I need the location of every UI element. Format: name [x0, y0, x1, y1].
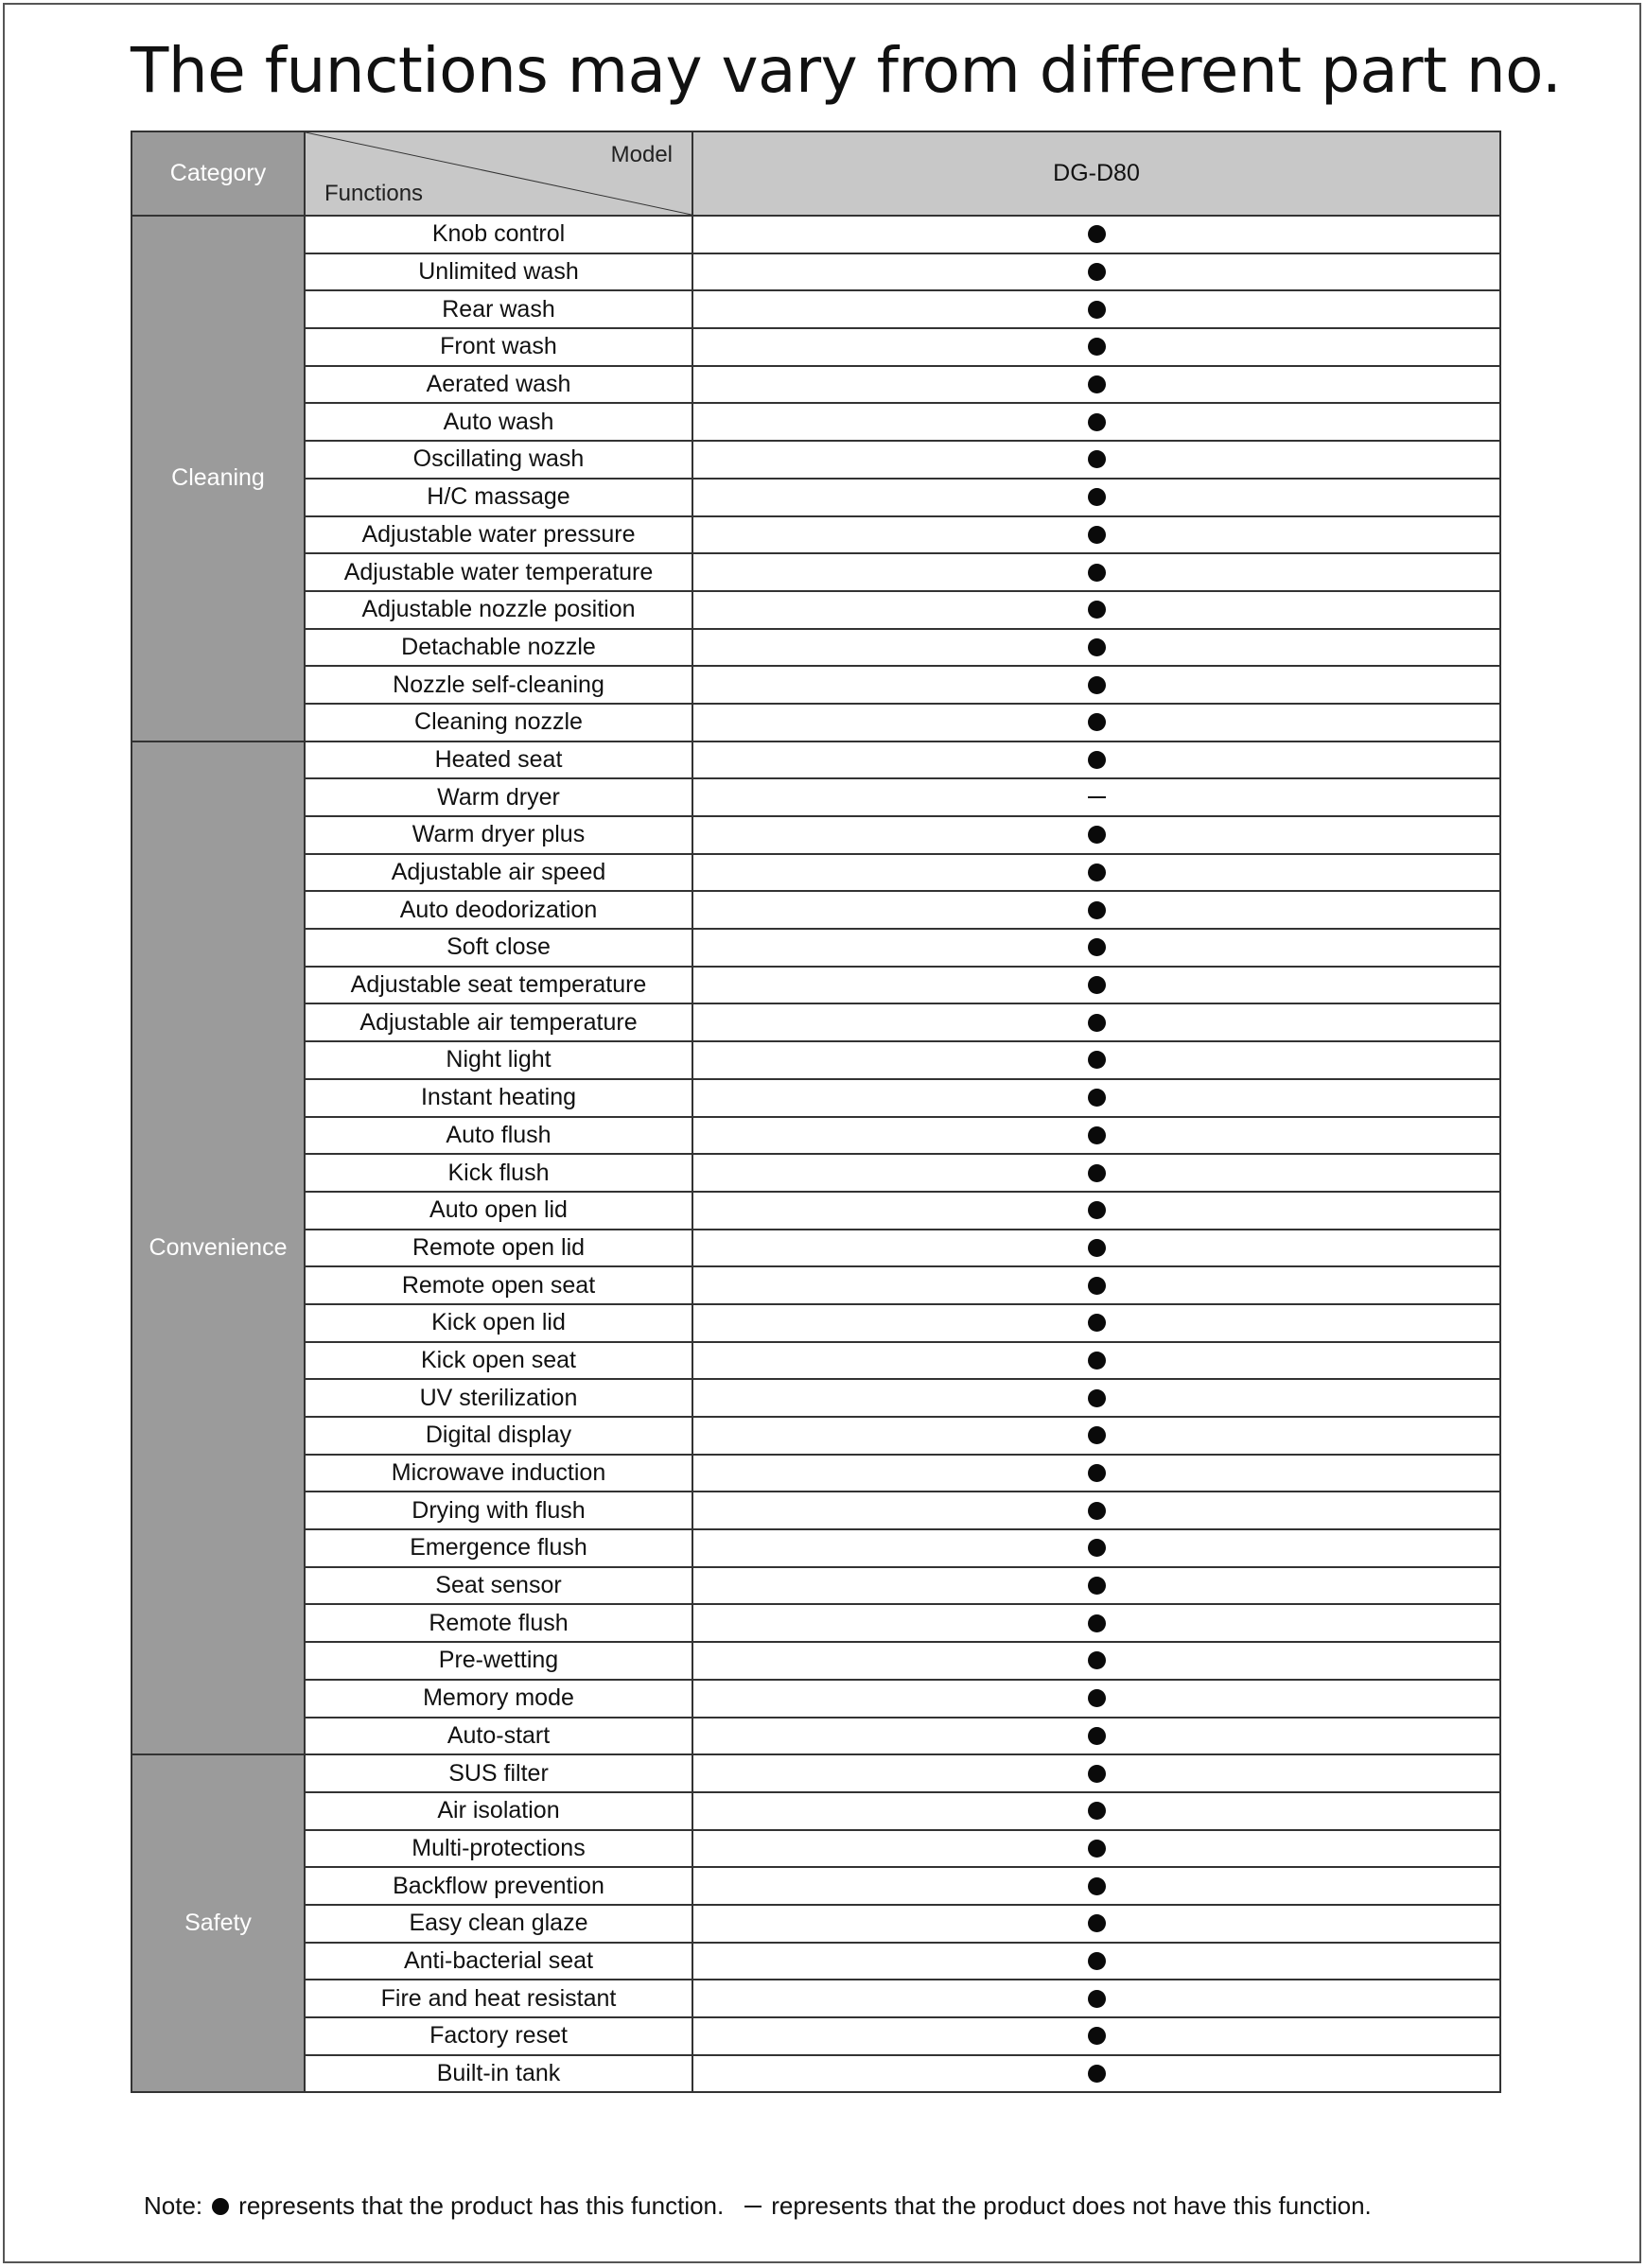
availability-cell: [692, 2017, 1500, 2055]
availability-cell: [692, 1154, 1500, 1192]
has-function-dot-icon: [1088, 1426, 1106, 1444]
function-cell: Adjustable air speed: [305, 854, 692, 892]
has-function-dot-icon: [1088, 1840, 1106, 1858]
availability-cell: [692, 290, 1500, 328]
function-cell: Digital display: [305, 1417, 692, 1455]
function-cell: Kick open lid: [305, 1304, 692, 1342]
function-cell: Night light: [305, 1041, 692, 1079]
availability-cell: [692, 216, 1500, 253]
function-cell: Instant heating: [305, 1079, 692, 1117]
availability-cell: [692, 1680, 1500, 1718]
availability-cell: [692, 253, 1500, 291]
availability-cell: [692, 328, 1500, 366]
table-row: [131, 1079, 1500, 1117]
table-row: [131, 403, 1500, 441]
has-function-dot-icon: [1088, 526, 1106, 544]
function-cell: Detachable nozzle: [305, 629, 692, 667]
table-row: [131, 816, 1500, 854]
function-cell: Backflow prevention: [305, 1867, 692, 1905]
table-row: [131, 1230, 1500, 1267]
function-cell: Memory mode: [305, 1680, 692, 1718]
category-cell: Cleaning: [131, 216, 305, 741]
availability-cell: [692, 1792, 1500, 1830]
has-function-dot-icon: [1088, 1651, 1106, 1669]
function-cell: Adjustable water pressure: [305, 516, 692, 554]
function-cell: Warm dryer plus: [305, 816, 692, 854]
has-function-dot-icon: [1088, 413, 1106, 431]
has-function-dot-icon: [1088, 1877, 1106, 1895]
availability-cell: [692, 1117, 1500, 1155]
function-cell: Adjustable air temperature: [305, 1003, 692, 1041]
function-cell: SUS filter: [305, 1754, 692, 1792]
table-row: [131, 1718, 1500, 1755]
availability-cell: [692, 1192, 1500, 1230]
function-cell: Kick flush: [305, 1154, 692, 1192]
function-cell: Air isolation: [305, 1792, 692, 1830]
function-cell: Kick open seat: [305, 1342, 692, 1380]
availability-cell: [692, 929, 1500, 967]
availability-cell: [692, 1417, 1500, 1455]
function-cell: Warm dryer: [305, 778, 692, 816]
function-cell: Adjustable seat temperature: [305, 967, 692, 1004]
page-title: The functions may vary from different part no.: [131, 34, 1562, 107]
has-function-dot-icon: [1088, 1502, 1106, 1520]
table-row: [131, 1342, 1500, 1380]
table-row: [131, 366, 1500, 404]
table-row: [131, 216, 1500, 253]
availability-cell: [692, 1230, 1500, 1267]
function-cell: Soft close: [305, 929, 692, 967]
function-cell: Emergence flush: [305, 1529, 692, 1567]
table-row: [131, 1266, 1500, 1304]
table-row: [131, 1905, 1500, 1943]
has-function-dot-icon: [1088, 713, 1106, 731]
availability-cell: [692, 967, 1500, 1004]
has-function-dot-icon: [1088, 1051, 1106, 1069]
model-name-header: DG-D80: [692, 131, 1500, 216]
table-row: [131, 553, 1500, 591]
availability-cell: [692, 1905, 1500, 1943]
function-cell: Auto deodorization: [305, 891, 692, 929]
no-function-dash-icon: [1088, 796, 1106, 798]
table-row: [131, 778, 1500, 816]
table-body: [131, 216, 1500, 2092]
availability-cell: [692, 1642, 1500, 1680]
availability-cell: [692, 741, 1500, 779]
table-row: [131, 929, 1500, 967]
has-function-dot-icon: [1088, 1314, 1106, 1332]
function-cell: Adjustable water temperature: [305, 553, 692, 591]
table-row: [131, 891, 1500, 929]
has-function-dot-icon: [1088, 338, 1106, 356]
availability-cell: [692, 1754, 1500, 1792]
has-function-dot-icon: [1088, 1201, 1106, 1219]
availability-cell: [692, 629, 1500, 667]
has-function-dot-icon: [1088, 1765, 1106, 1783]
availability-cell: [692, 1455, 1500, 1492]
availability-cell: [692, 1304, 1500, 1342]
table-row: [131, 1867, 1500, 1905]
no-function-dash-icon: [744, 2206, 762, 2207]
has-function-dot-icon: [1088, 1990, 1106, 2008]
has-function-dot-icon: [1088, 488, 1106, 506]
function-cell: Multi-protections: [305, 1830, 692, 1868]
table-row: [131, 1117, 1500, 1155]
availability-cell: [692, 1604, 1500, 1642]
table-row: [131, 1980, 1500, 2017]
table-row: [131, 253, 1500, 291]
availability-cell: [692, 1003, 1500, 1041]
has-function-dot-icon: [1088, 1614, 1106, 1632]
table-row: [131, 1455, 1500, 1492]
table-row: [131, 704, 1500, 741]
has-function-dot-icon: [1088, 263, 1106, 281]
availability-cell: [692, 1567, 1500, 1605]
table-row: [131, 2055, 1500, 2093]
table-row: [131, 1529, 1500, 1567]
availability-cell: [692, 704, 1500, 741]
function-cell: Adjustable nozzle position: [305, 591, 692, 629]
model-functions-header: [305, 131, 692, 216]
has-function-dot-icon: [1088, 901, 1106, 919]
has-function-dot-icon: [1088, 564, 1106, 582]
function-cell: Rear wash: [305, 290, 692, 328]
table-row: [131, 1304, 1500, 1342]
has-function-dot-icon: [1088, 1089, 1106, 1107]
table-row: [131, 1792, 1500, 1830]
function-cell: Microwave induction: [305, 1455, 692, 1492]
table-row: [131, 1003, 1500, 1041]
availability-cell: [692, 1980, 1500, 2017]
note-none-text: represents that the product does not have this function.: [771, 2191, 1372, 2220]
has-function-dot-icon: [1088, 1389, 1106, 1407]
table-row: [131, 1192, 1500, 1230]
function-cell: Factory reset: [305, 2017, 692, 2055]
table-row: [131, 2017, 1500, 2055]
has-function-dot-icon: [1088, 638, 1106, 656]
category-cell: Convenience: [131, 741, 305, 1755]
table-row: [131, 1417, 1500, 1455]
has-function-dot-icon: [1088, 1239, 1106, 1257]
table-row: [131, 479, 1500, 516]
has-function-dot-icon: [1088, 601, 1106, 619]
has-function-dot-icon: [1088, 976, 1106, 994]
category-cell: Safety: [131, 1754, 305, 2092]
has-function-dot-icon: [1088, 225, 1106, 243]
has-function-dot-icon: [1088, 1352, 1106, 1370]
has-function-dot-icon: [1088, 450, 1106, 468]
legend-note: [144, 2191, 1372, 2221]
has-function-dot-icon: [1088, 676, 1106, 694]
function-cell: Heated seat: [305, 741, 692, 779]
availability-cell: [692, 891, 1500, 929]
function-cell: Fire and heat resistant: [305, 1980, 692, 2017]
availability-cell: [692, 666, 1500, 704]
function-cell: Cleaning nozzle: [305, 704, 692, 741]
function-cell: Remote open lid: [305, 1230, 692, 1267]
function-cell: Drying with flush: [305, 1492, 692, 1529]
function-cell: Front wash: [305, 328, 692, 366]
note-has-text: represents that the product has this function.: [238, 2191, 725, 2220]
function-cell: Built-in tank: [305, 2055, 692, 2093]
table-row: [131, 328, 1500, 366]
table-row: [131, 1754, 1500, 1792]
table-row: [131, 1154, 1500, 1192]
availability-cell: [692, 1379, 1500, 1417]
table-row: [131, 967, 1500, 1004]
availability-cell: [692, 1529, 1500, 1567]
table-row: [131, 1642, 1500, 1680]
has-function-dot-icon: [1088, 1277, 1106, 1295]
table-row: [131, 741, 1500, 779]
has-function-dot-icon: [1088, 751, 1106, 769]
has-function-dot-icon: [1088, 1802, 1106, 1820]
has-function-dot-icon: [1088, 1952, 1106, 1970]
function-cell: H/C massage: [305, 479, 692, 516]
table-row: [131, 1567, 1500, 1605]
has-function-dot-icon: [1088, 1577, 1106, 1595]
availability-cell: [692, 553, 1500, 591]
has-function-dot-icon: [1088, 864, 1106, 881]
has-function-dot-icon: [1088, 826, 1106, 844]
availability-cell: [692, 516, 1500, 554]
availability-cell: [692, 441, 1500, 479]
function-cell: Remote open seat: [305, 1266, 692, 1304]
availability-cell: [692, 1943, 1500, 1980]
availability-cell: [692, 1041, 1500, 1079]
table-row: [131, 1041, 1500, 1079]
has-function-dot-icon: [1088, 1914, 1106, 1932]
availability-cell: [692, 1079, 1500, 1117]
functions-label: Functions: [324, 181, 424, 206]
function-cell: Unlimited wash: [305, 253, 692, 291]
function-cell: Auto flush: [305, 1117, 692, 1155]
has-function-dot-icon: [1088, 1727, 1106, 1745]
has-function-dot-icon: [1088, 301, 1106, 319]
table-header-row: [131, 131, 1500, 216]
has-function-dot-icon: [1088, 1126, 1106, 1144]
availability-cell: [692, 591, 1500, 629]
table-row: [131, 1943, 1500, 1980]
table-row: [131, 1604, 1500, 1642]
availability-cell: [692, 1492, 1500, 1529]
has-function-dot-icon: [1088, 938, 1106, 956]
function-cell: Aerated wash: [305, 366, 692, 404]
function-cell: Anti-bacterial seat: [305, 1943, 692, 1980]
function-cell: Auto-start: [305, 1718, 692, 1755]
function-table: [131, 131, 1501, 2093]
function-cell: Remote flush: [305, 1604, 692, 1642]
has-function-dot-icon: [1088, 1164, 1106, 1182]
has-function-dot-icon: [1088, 375, 1106, 393]
table-row: [131, 516, 1500, 554]
has-function-dot-icon: [1088, 1689, 1106, 1707]
table-row: [131, 1492, 1500, 1529]
has-function-dot-icon: [1088, 1014, 1106, 1032]
has-function-dot-icon: [1088, 2065, 1106, 2083]
model-label: Model: [610, 142, 673, 167]
table-row: [131, 1379, 1500, 1417]
availability-cell: [692, 479, 1500, 516]
function-cell: Pre-wetting: [305, 1642, 692, 1680]
availability-cell: [692, 2055, 1500, 2093]
table-row: [131, 854, 1500, 892]
function-cell: Seat sensor: [305, 1567, 692, 1605]
availability-cell: [692, 403, 1500, 441]
availability-cell: [692, 1266, 1500, 1304]
function-cell: Knob control: [305, 216, 692, 253]
availability-cell: [692, 1718, 1500, 1755]
note-prefix: Note:: [144, 2191, 203, 2220]
function-cell: Oscillating wash: [305, 441, 692, 479]
has-function-dot-icon: [212, 2198, 229, 2215]
function-cell: Auto open lid: [305, 1192, 692, 1230]
function-cell: Auto wash: [305, 403, 692, 441]
function-cell: Nozzle self-cleaning: [305, 666, 692, 704]
table-row: [131, 1680, 1500, 1718]
function-cell: Easy clean glaze: [305, 1905, 692, 1943]
table-row: [131, 290, 1500, 328]
availability-cell: [692, 1342, 1500, 1380]
availability-cell: [692, 1830, 1500, 1868]
has-function-dot-icon: [1088, 1464, 1106, 1482]
availability-cell: [692, 854, 1500, 892]
function-cell: UV sterilization: [305, 1379, 692, 1417]
availability-cell: [692, 778, 1500, 816]
availability-cell: [692, 366, 1500, 404]
table-row: [131, 629, 1500, 667]
has-function-dot-icon: [1088, 1539, 1106, 1557]
table-row: [131, 441, 1500, 479]
table-row: [131, 591, 1500, 629]
table-row: [131, 666, 1500, 704]
availability-cell: [692, 1867, 1500, 1905]
has-function-dot-icon: [1088, 2027, 1106, 2045]
table-row: [131, 1830, 1500, 1868]
category-header: Category: [131, 131, 305, 216]
availability-cell: [692, 816, 1500, 854]
